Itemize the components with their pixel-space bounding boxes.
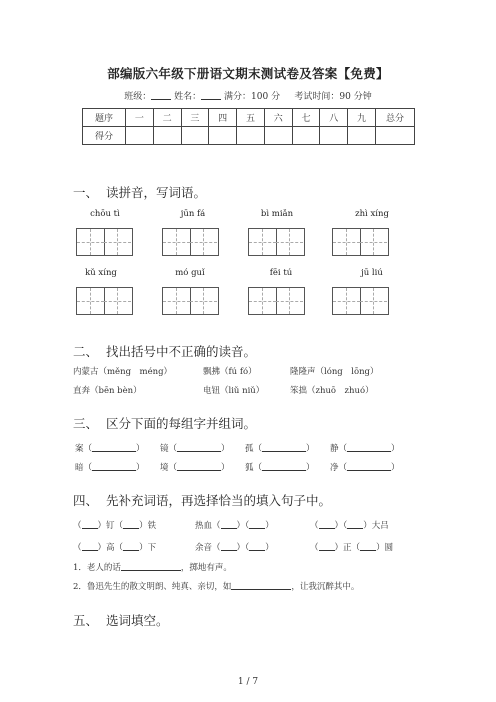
writing-grid[interactable] — [332, 228, 389, 256]
sentence-text: ，让我沉醉其中。 — [291, 582, 360, 592]
score-cell[interactable] — [209, 127, 237, 145]
grid-cell[interactable] — [190, 229, 217, 255]
score-cell[interactable] — [264, 127, 292, 145]
score-header-cell: 三 — [181, 109, 209, 127]
pinyin-label: bì miǎn — [260, 209, 294, 219]
idiom-char: 余音 — [195, 543, 213, 553]
idiom-char: 高 — [106, 543, 115, 553]
score-cell[interactable] — [292, 127, 320, 145]
pronunciation-item: 笨拙（zhuō zhuó） — [290, 386, 374, 396]
idiom-char: 正 — [343, 543, 352, 553]
section-5-heading — [73, 611, 169, 629]
char-group-item: 静（ ） — [330, 444, 400, 454]
score-header-cell: 八 — [320, 109, 348, 127]
char: 孤 — [245, 444, 254, 454]
score-header-cell: 五 — [237, 109, 265, 127]
answer-blank[interactable] — [82, 541, 98, 551]
idiom-char: 热血 — [195, 521, 213, 531]
grid-cell[interactable] — [104, 288, 131, 314]
grid-cell[interactable] — [163, 288, 191, 314]
answer-blank[interactable] — [221, 541, 237, 551]
answer-blank[interactable] — [347, 519, 363, 529]
grid-cell[interactable] — [360, 288, 387, 314]
section-number: 一、 — [73, 185, 99, 200]
page-title: 部编版六年级下册语文期末测试卷及答案【免费】 — [107, 66, 389, 81]
writing-grid[interactable] — [332, 287, 389, 315]
section-3-heading — [73, 414, 256, 432]
section-title: 找出括号中不正确的读音。 — [106, 344, 257, 359]
class-label: 班级： — [124, 92, 152, 102]
score-header-cell: 一 — [126, 109, 154, 127]
section-number: 五、 — [73, 613, 99, 628]
char-group-item: 狐（ ） — [245, 463, 315, 473]
section-title: 区分下面的每组字并组词。 — [106, 416, 257, 431]
sentence-text: 2．鲁迅先生的散文明朗、纯真、亲切，如 — [73, 582, 232, 592]
writing-grid[interactable] — [248, 228, 305, 256]
class-blank[interactable] — [151, 90, 171, 100]
char: 净 — [330, 463, 339, 473]
section-number: 二、 — [73, 344, 99, 359]
fill-sentence-1 — [73, 561, 232, 573]
score-cell[interactable] — [348, 127, 376, 145]
pinyin-label: chōu tì — [90, 209, 120, 219]
idiom-item: （ ）正（ ）圆 — [310, 543, 394, 553]
section-title: 先补充词语，再选择恰当的填入句子中。 — [106, 493, 332, 508]
score-cell[interactable] — [237, 127, 265, 145]
pronunciation-item: 内蒙古（měng méng） — [73, 367, 173, 377]
score-cell[interactable] — [376, 127, 415, 145]
char-group-item: 暗（ ） — [75, 463, 145, 473]
sentence-text: 1．老人的话 — [73, 563, 121, 573]
char-group-item: 镜（ ） — [160, 444, 230, 454]
pinyin-label: zhì xíng — [355, 209, 389, 219]
answer-blank[interactable] — [177, 461, 221, 471]
answer-blank[interactable] — [123, 541, 139, 551]
section-number: 三、 — [73, 416, 99, 431]
score-header-cell: 二 — [153, 109, 181, 127]
char: 狐 — [245, 463, 254, 473]
score-header-cell: 四 — [209, 109, 237, 127]
idiom-item: （ ）（ ）大吕 — [310, 521, 389, 531]
score-cell[interactable] — [181, 127, 209, 145]
char: 静 — [330, 444, 339, 454]
char-group-item: 境（ ） — [160, 463, 230, 473]
full-score: 满分：100 分 — [224, 92, 281, 102]
name-label: 姓名： — [174, 92, 202, 102]
answer-blank[interactable] — [319, 541, 335, 551]
char-group-item: 案（ ） — [75, 444, 145, 454]
answer-blank[interactable] — [249, 541, 265, 551]
answer-blank[interactable] — [121, 561, 181, 571]
section-2-heading — [73, 342, 256, 360]
exam-info — [0, 89, 496, 102]
idiom-item: 热血（ ）（ ） — [195, 521, 274, 531]
idiom-item: （ ）钉（ ）铁 — [73, 521, 157, 531]
grid-cell[interactable] — [276, 288, 303, 314]
answer-blank[interactable] — [347, 461, 391, 471]
idiom-item: （ ）高（ ）下 — [73, 543, 157, 553]
score-header-cell: 六 — [264, 109, 292, 127]
writing-grid[interactable] — [76, 287, 133, 315]
char: 境 — [160, 463, 169, 473]
score-header-cell: 七 — [292, 109, 320, 127]
score-cell[interactable] — [153, 127, 181, 145]
grid-cell[interactable] — [190, 288, 217, 314]
char-group-item: 孤（ ） — [245, 444, 315, 454]
answer-blank[interactable] — [231, 580, 291, 590]
idiom-char: 铁 — [147, 521, 157, 531]
answer-blank[interactable] — [92, 461, 136, 471]
answer-blank[interactable] — [177, 442, 221, 452]
idiom-item: 余音（ ）（ ） — [195, 543, 274, 553]
fill-sentence-2 — [73, 580, 359, 592]
pronunciation-item: 飘拂（fú fó） — [203, 367, 257, 377]
answer-blank[interactable] — [92, 442, 136, 452]
name-blank[interactable] — [201, 90, 221, 100]
char: 暗 — [75, 463, 84, 473]
writing-grid[interactable] — [162, 228, 219, 256]
pinyin-label: fēi tú — [269, 268, 293, 278]
score-table — [82, 108, 415, 145]
writing-grid[interactable] — [76, 228, 133, 256]
score-table-score-row — [83, 127, 415, 145]
idiom-char: 圆 — [384, 543, 394, 553]
answer-blank[interactable] — [221, 519, 237, 529]
exam-time: 考试时间：90 分钟 — [294, 92, 372, 102]
answer-blank[interactable] — [262, 442, 306, 452]
score-header-cell: 九 — [348, 109, 376, 127]
section-4-heading — [73, 491, 331, 509]
pinyin-label: kǔ xíng — [85, 268, 117, 278]
pronunciation-item: 隆隆声（lóng lōng） — [290, 367, 379, 377]
grid-cell[interactable] — [163, 229, 191, 255]
char: 案 — [75, 444, 84, 454]
grid-cell[interactable] — [77, 229, 105, 255]
grid-cell[interactable] — [249, 229, 277, 255]
pronunciation-item: 直奔（bēn bèn） — [73, 386, 142, 396]
answer-blank[interactable] — [262, 461, 306, 471]
idiom-char: 下 — [147, 543, 157, 553]
writing-grid[interactable] — [162, 287, 219, 315]
answer-blank[interactable] — [347, 442, 391, 452]
answer-blank[interactable] — [82, 519, 98, 529]
grid-cell[interactable] — [249, 288, 277, 314]
pinyin-label: jū liú — [361, 268, 383, 278]
score-cell[interactable] — [126, 127, 154, 145]
grid-cell[interactable] — [333, 288, 361, 314]
pronunciation-item: 电钮（liǔ niǔ） — [203, 386, 265, 396]
pinyin-label: mó guǐ — [175, 268, 205, 278]
char: 镜 — [160, 444, 169, 454]
grid-cell[interactable] — [104, 229, 131, 255]
grid-cell[interactable] — [360, 229, 387, 255]
idiom-char: 钉 — [106, 521, 115, 531]
page-number: 1 / 7 — [237, 677, 259, 687]
idiom-char: 大吕 — [371, 521, 389, 531]
answer-blank[interactable] — [249, 519, 265, 529]
answer-blank[interactable] — [123, 519, 139, 529]
writing-grid[interactable] — [248, 287, 305, 315]
score-header-cell: 总分 — [376, 109, 415, 127]
score-table-header-row — [83, 109, 415, 127]
score-row-label: 得分 — [83, 127, 126, 145]
section-1-heading — [73, 183, 206, 201]
answer-blank[interactable] — [360, 541, 376, 551]
pinyin-label: jūn fá — [180, 209, 206, 219]
grid-cell[interactable] — [333, 229, 361, 255]
score-cell[interactable] — [320, 127, 348, 145]
section-title: 选词填空。 — [106, 613, 169, 628]
section-number: 四、 — [73, 493, 99, 508]
grid-cell[interactable] — [276, 229, 303, 255]
char-group-item: 净（ ） — [330, 463, 400, 473]
score-header-cell: 题序 — [83, 109, 126, 127]
sentence-text: ，掷地有声。 — [180, 563, 232, 573]
answer-blank[interactable] — [319, 519, 335, 529]
section-title: 读拼音，写词语。 — [106, 185, 207, 200]
grid-cell[interactable] — [77, 288, 105, 314]
